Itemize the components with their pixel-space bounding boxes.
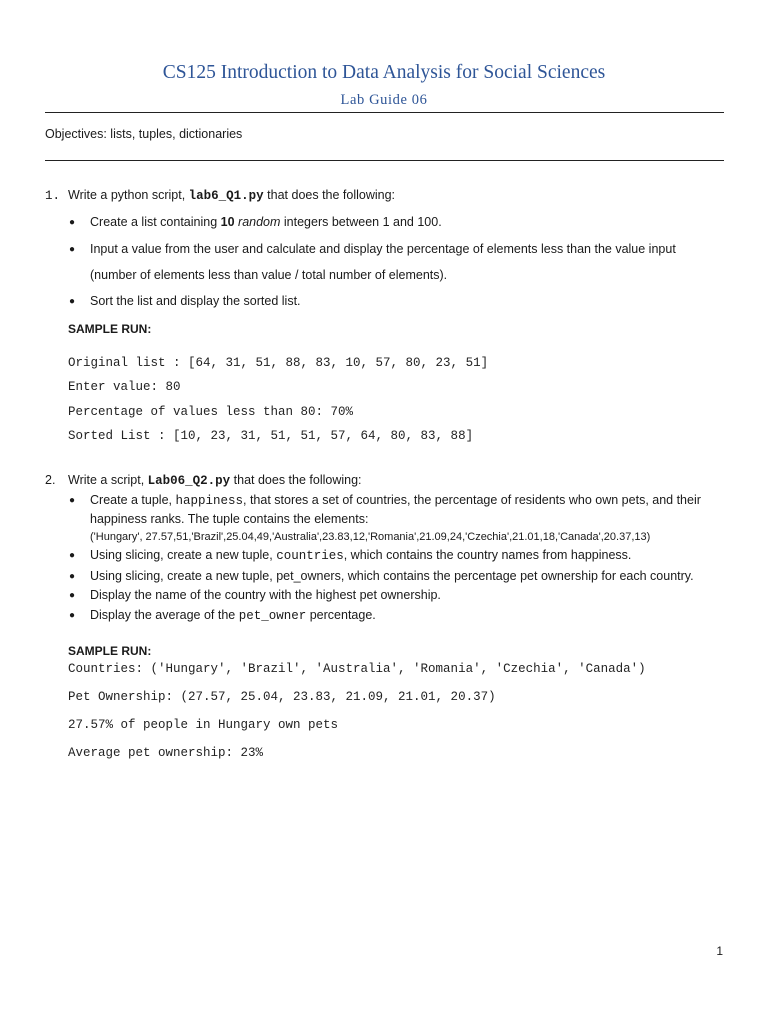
q2-sample-line: Pet Ownership: (27.57, 25.04, 23.83, 21.09, 21.01, 20.37) xyxy=(68,690,496,704)
q2-intro xyxy=(68,473,362,488)
q1-bullet-3-marker: ● xyxy=(69,296,76,307)
q2-filename: Lab06_Q2.py xyxy=(147,474,231,488)
document-subtitle: Lab Guide 06 xyxy=(340,92,428,108)
q2-bullet-2-before: Using slicing, create a new tuple, xyxy=(90,548,273,562)
q1-bullet-3: Sort the list and display the sorted list. xyxy=(90,294,301,308)
q2-bullet-2-code: countries xyxy=(276,549,344,563)
q2-bullet-5-marker: ● xyxy=(69,610,76,621)
q1-bullet-1-after: integers between 1 and 100. xyxy=(283,215,442,229)
q2-bullet-3: Using slicing, create a new tuple, pet_owners, which contains the percentage pet ownership for each country. xyxy=(90,569,694,583)
q2-bullet-1-before: Create a tuple, xyxy=(90,493,172,507)
q1-sample-line: Original list : [64, 31, 51, 88, 83, 10, 57, 80, 23, 51] xyxy=(68,356,489,370)
q2-bullet-1-line-3: ('Hungary', 27.57,51,'Brazil',25.04,49,'Australia',23.83,12,'Romania',21.09,24,'Czechia',21.01,18,'Canada',20.37,13) xyxy=(90,531,651,543)
q2-bullet-5-code: pet_owner xyxy=(238,609,307,623)
q1-intro-after: that does the following: xyxy=(267,188,396,202)
q1-intro-before: Write a python script, xyxy=(68,188,186,202)
q2-number: 2. xyxy=(45,473,56,487)
q2-intro-before: Write a script, xyxy=(68,473,145,487)
q1-sample-line: Percentage of values less than 80: 70% xyxy=(68,405,354,419)
q2-bullet-1-line-2: happiness ranks. The tuple contains the elements: xyxy=(90,512,369,526)
q1-bullet-2-line-1: Input a value from the user and calculate and display the percentage of elements less than the value input xyxy=(90,242,676,256)
q2-sample-line: Average pet ownership: 23% xyxy=(68,746,264,760)
q2-bullet-3-marker: ● xyxy=(69,571,76,582)
q1-intro xyxy=(68,188,395,203)
q2-sample-line: Countries: ('Hungary', 'Brazil', 'Australia', 'Romania', 'Czechia', 'Canada') xyxy=(68,662,646,676)
q2-bullet-1-marker: ● xyxy=(69,495,76,506)
q1-bullet-1-bold: 10 xyxy=(220,215,235,229)
q1-bullet-1-italic: random xyxy=(238,215,281,229)
q2-bullet-1-after: , that stores a set of countries, the percentage of residents who own pets, and their xyxy=(243,493,701,507)
q1-number: 1. xyxy=(45,189,61,203)
q1-bullet-2-marker: ● xyxy=(69,244,76,255)
q2-bullet-5-after: percentage. xyxy=(309,608,376,622)
q2-bullet-1-code: happiness xyxy=(175,494,243,508)
q1-bullet-2-line-2: (number of elements less than value / total number of elements). xyxy=(90,268,448,282)
objectives-divider xyxy=(45,160,724,161)
q2-sample-line: 27.57% of people in Hungary own pets xyxy=(68,718,339,732)
q2-bullet-2-after: , which contains the country names from happiness. xyxy=(343,548,632,562)
q2-bullet-2-marker: ● xyxy=(69,550,76,561)
q2-bullet-5 xyxy=(90,608,376,623)
q1-bullet-1 xyxy=(90,215,442,229)
q2-bullet-1-line-1 xyxy=(90,493,701,508)
q2-bullet-4-marker: ● xyxy=(69,590,76,601)
q2-sample-label: SAMPLE RUN: xyxy=(68,644,152,658)
objectives-text: Objectives: lists, tuples, dictionaries xyxy=(45,127,243,141)
header-divider xyxy=(45,112,724,113)
page-number: 1 xyxy=(716,944,723,958)
q1-bullet-1-marker: ● xyxy=(69,217,76,228)
q1-sample-line: Sorted List : [10, 23, 31, 51, 51, 57, 64, 80, 83, 88] xyxy=(68,429,474,443)
document-title: CS125 Introduction to Data Analysis for Social Sciences xyxy=(162,62,606,83)
q1-sample-line: Enter value: 80 xyxy=(68,380,181,394)
q2-bullet-5-before: Display the average of the xyxy=(90,608,236,622)
q2-bullet-4: Display the name of the country with the highest pet ownership. xyxy=(90,588,441,602)
q1-bullet-1-before: Create a list containing xyxy=(90,215,218,229)
q1-filename: lab6_Q1.py xyxy=(188,189,264,203)
q2-bullet-2 xyxy=(90,548,631,563)
q2-intro-after: that does the following: xyxy=(233,473,362,487)
q1-sample-label: SAMPLE RUN: xyxy=(68,322,152,336)
